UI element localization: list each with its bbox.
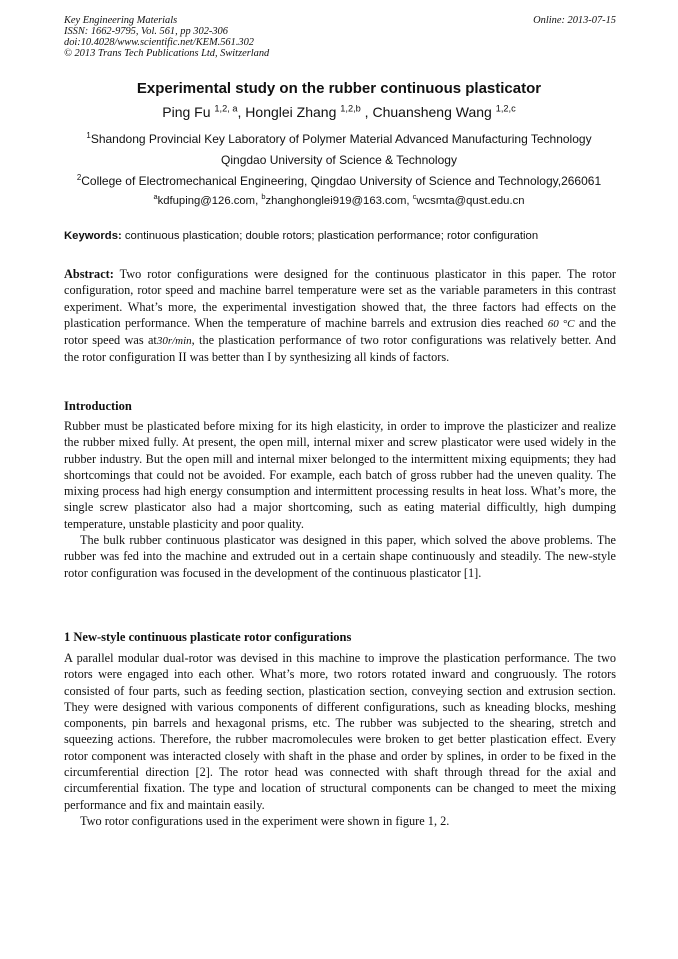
abstract-text: Two rotor configurations were designed for the continuous plasticator in this paper. The rotor configuration, rotor speed and machine barrel temperature were set as the variable parameters in this contrast experiment. What’s more, the experimental investigation showed that, the three factors had effects on the plastication performance. When the temperature of machine barrels and extrusion dies reached [64, 267, 616, 330]
abstract-text: , the plastication performance of two rotor configurations was relatively better. And the rotor configuration II was better than I by synthesizing all kinds of factors. [64, 333, 617, 365]
abstract-text: and the rotor speed was at [64, 315, 616, 348]
journal-name: Key Engineering Materials [64, 15, 178, 26]
paper-title: Experimental study on the rubber continuous plasticator [136, 80, 542, 97]
speed-value: 30r/min [156, 335, 192, 348]
journal-copyright: © 2013 Trans Tech Publications Ltd, Switzerland [64, 48, 270, 59]
author-sup: 1,2,b [340, 103, 361, 114]
keywords-text: continuous plastication; double rotors; plastication performance; rotor configuration [124, 230, 539, 242]
author-name: Ping Fu [162, 104, 211, 120]
abstract [64, 266, 616, 366]
section-heading-introduction: Introduction [64, 399, 132, 413]
section-1-body [64, 650, 616, 829]
email-sup: c [412, 192, 417, 202]
affiliation-2 [0, 174, 678, 188]
email-link[interactable]: wcsmta@qust.edu.cn [416, 195, 525, 207]
online-date: Online: 2013-07-15 [533, 15, 616, 26]
journal-doi: doi:10.4028/www.scientific.net/KEM.561.302 [64, 37, 254, 48]
paragraph: The bulk rubber continuous plasticator was designed in this paper, which solved the above problems. The rubber was fed into the machine and extruded out in a certain shape continuously and steadily. The new-style rotor configuration was focused in the development of the continuous plasticator [1]. [64, 533, 616, 580]
affiliation-sup: 1 [86, 131, 91, 140]
introduction-body [64, 418, 616, 581]
email-line: $^a$kdfuping@126.com, $^b$zhanghonglei919@163.com, $^c$wcsmta@qust.edu.cn [153, 192, 525, 207]
email-link[interactable]: zhanghonglei919@163.com [265, 195, 407, 207]
email-sup: a [153, 192, 158, 202]
keywords-label: Keywords: [64, 230, 122, 242]
affiliation-1 [0, 132, 678, 146]
paragraph: A parallel modular dual-rotor was devised in this machine to improve the plastication performance. The two rotors were engaged into each other. What’s more, two rotors rotated inward and congruously. The rotors consisted of four parts, such as feeding section, plastication section, conveying section and extrusion section. They were designed with various components of different configurations, such as kneading blocks, meshing components, pin barrels and hexagonal prisms, etc. The rubber was subjected to the shearing, stretch and squeezing actions. Therefore, the rubber macromolecules were broken to get better plastication effect. Every rotor component was interacted closely with shaft in the phase and order by splines, in order to be fixed in the circumferential direction [2]. The rotor head was connected with shaft through thread for the axial and circumferential fixation. The type and location of structural components can be changed to meet the mixing performance and fix and maintain easily. [64, 651, 616, 812]
paragraph: Two rotor configurations used in the experiment were shown in figure 1, 2. [80, 813, 450, 828]
journal-issn: ISSN: 1662-9795, Vol. 561, pp 302-306 [64, 26, 228, 37]
affiliation-1b [0, 153, 678, 167]
author-list: Ping Fu $^{1,2, a}$, Honglei Zhang $^{1,2,b}$ , Chuansheng Wang $^{1,2,c}$ [162, 103, 516, 120]
author-sup: 1,2, a [214, 103, 238, 114]
author-name: Honglei Zhang [245, 104, 337, 120]
author-sup: 1,2,c [495, 103, 516, 114]
temperature-value: 60 °C [547, 317, 575, 330]
paragraph: Rubber must be plasticated before mixing for its high elasticity, in order to improve the plasticizer and realize the rubber mixed fully. At present, the open mill, internal mixer and screw plasticator were used widely in the rubber industry. But the open mill and internal mixer belonged to the intermittent mixing equipments; they had shortcomings that could not be avoided. For example, each batch of gross rubber had the uneven quality. The mixing process had high energy consumption and intermittent processing results in heat loss. What’s more, the single screw plasticator also had a major shortcoming, such as eating material difficultly, high dumping temperature, unstable plasticity and poor quality. [64, 419, 616, 531]
abstract-label: Abstract: [64, 267, 114, 281]
email-sup: b [261, 192, 266, 202]
affiliation-sup: 2 [76, 173, 82, 182]
affiliation-text: Qingdao University of Science & Technology [221, 153, 457, 167]
keywords [64, 230, 616, 242]
affiliation-text: College of Electromechanical Engineering, Qingdao University of Science and Technology,266061 [81, 174, 602, 188]
journal-header [64, 15, 616, 59]
affiliation-text: Shandong Provincial Key Laboratory of Polymer Material Advanced Manufacturing Technology [90, 132, 592, 146]
email-link[interactable]: kdfuping@126.com [157, 195, 256, 207]
author-name: Chuansheng Wang [372, 104, 492, 120]
section-heading-1: 1 New-style continuous plasticate rotor configurations [64, 630, 352, 644]
